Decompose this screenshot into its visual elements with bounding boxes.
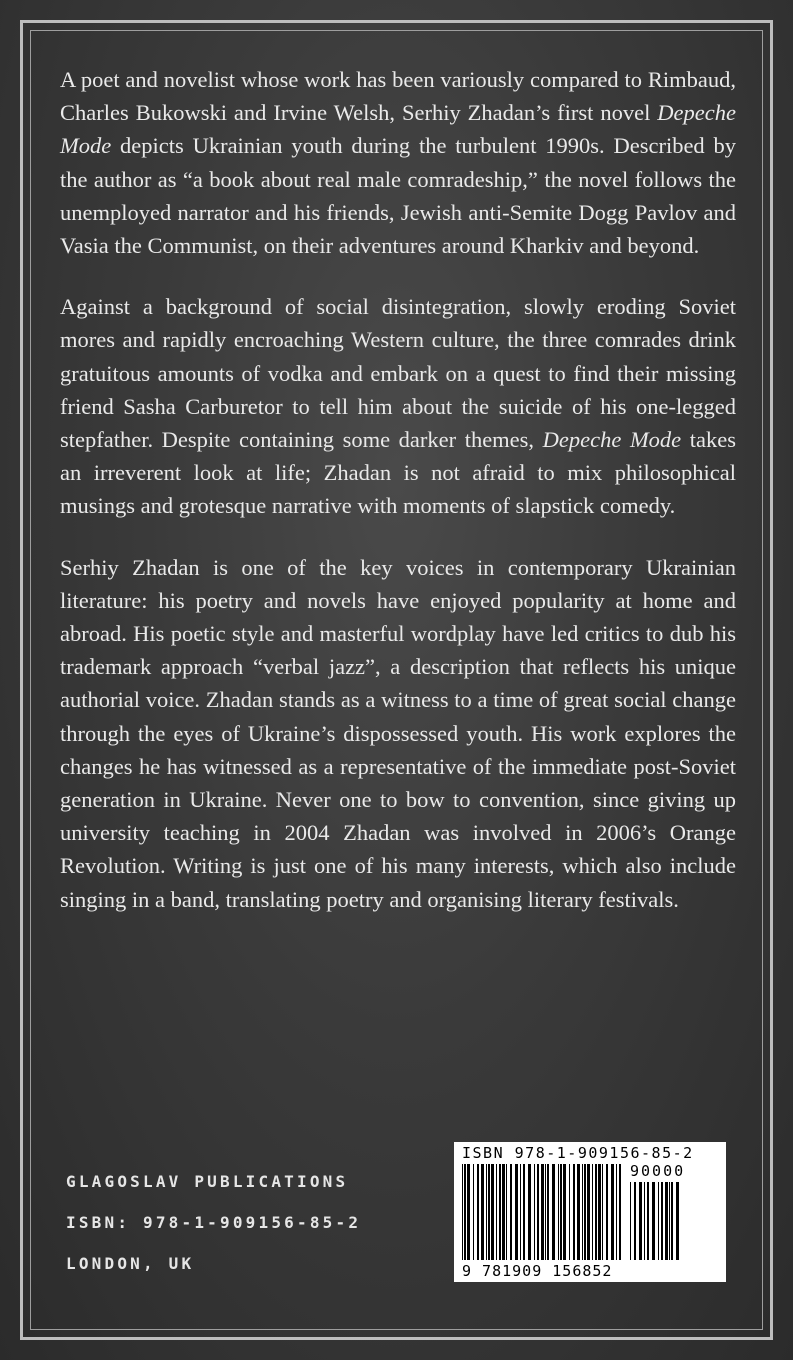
- barcode: [454, 1142, 726, 1282]
- publisher-location: LONDON, UK: [66, 1254, 195, 1273]
- barcode-ean-digits: 9 781909 156852: [462, 1262, 613, 1280]
- book-title: Depeche Mode: [542, 427, 682, 453]
- blurb: [60, 63, 736, 944]
- paragraph-3: Serhiy Zhadan is one of the key voices in contemporary Ukrainian literature: his poetry and novels have enjoyed popularity at home and abroad. His poetic style and masterful wordplay have led critics to dub his trademark approach “verbal jazz”, a description that reflects his unique authorial voice. Zhadan stands as a witness to a time of great social change through the eyes of Ukraine’s dispossessed youth. His work explores the changes he has witnessed as a representative of the immediate post-Soviet generation in Ukraine. Never one to bow to convention, since giving up university teaching in 2004 Zhadan was involved in 2006’s Orange Revolution. Writing is just one of his many interests, which also include singing in a band, translating poetry and organising literary festivals.: [60, 554, 736, 912]
- publisher-website: GLAGOSLAV.COM: [690, 1148, 703, 1268]
- barcode-isbn-label: ISBN 978-1-909156-85-2: [462, 1144, 694, 1162]
- paragraph-1: A poet and novelist whose work has been variously compared to Rimbaud, Charles Bukowski and Irvine Welsh, Serhiy Zhadan’s first novel Depeche Mode depicts Ukrainian youth during the turbulent 1990s. Described by the author as “a book about real male comradeship,” the novel follows the unemployed narrator and his friends, Jewish anti-Semite Dogg Pavlov and Vasia the Communist, on their adventures around Kharkiv and beyond.: [60, 67, 736, 259]
- book-title: Depeche Mode: [60, 100, 736, 159]
- barcode-bars: [454, 1142, 726, 1282]
- publisher-isbn: ISBN: 978-1-909156-85-2: [66, 1213, 362, 1232]
- publisher-name: GLAGOSLAV PUBLICATIONS: [66, 1172, 349, 1191]
- barcode-price-code: 90000: [630, 1162, 686, 1180]
- paragraph-2: Against a background of social disintegration, slowly eroding Soviet mores and rapidly encroaching Western culture, the three comrades drink gratuitous amounts of vodka and embark on a quest to find their missing friend Sasha Carburetor to tell him about the suicide of his one-legged stepfather. Despite containing some darker themes, Depeche Mode takes an irreverent look at life; Zhadan is not afraid to mix philosophical musings and grotesque narrative with moments of slapstick comedy.: [60, 294, 736, 519]
